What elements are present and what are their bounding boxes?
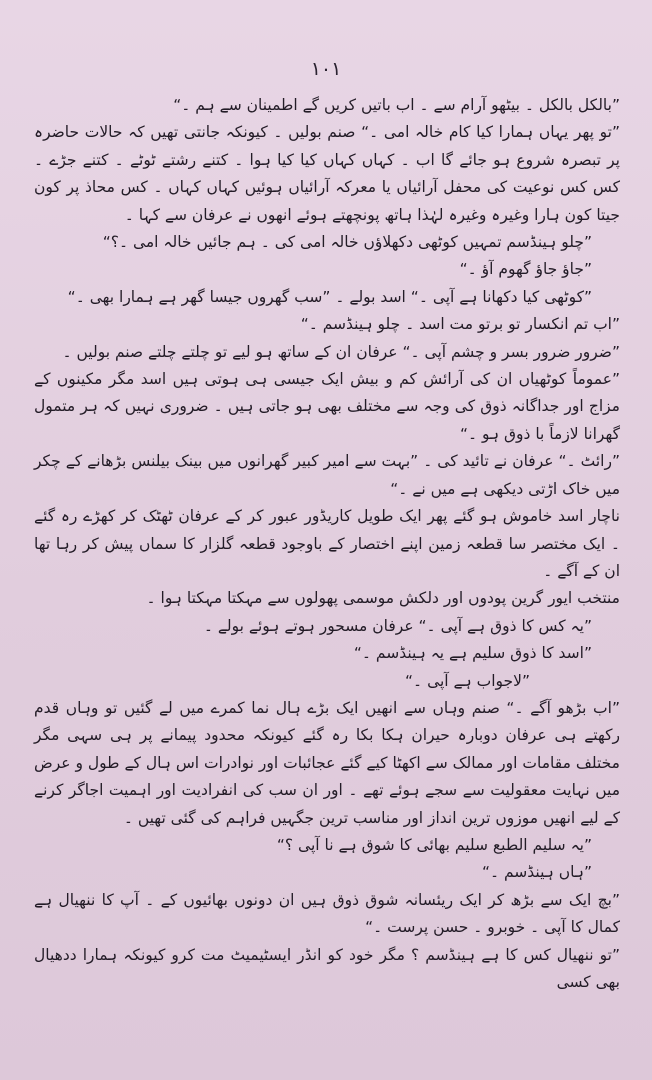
paragraph-17: ”ہاں ہینڈسم ۔“ [481, 863, 592, 882]
paragraph-5: ”کوٹھی کیا دکھانا ہے آپی ۔“ اسد بولے ۔ ”سب گھروں جیسا گھر ہے ہمارا بھی ۔“ [67, 287, 592, 306]
paragraph-7: ”ضرور ضرور بسر و چشم آپی ۔“ عرفان ان کے ساتھ ہو لیے تو چلتے چلتے صنم بولیں ۔ [62, 342, 620, 361]
page-number: ۱۰۱ [310, 58, 342, 80]
paragraph-15: ”اب بڑھو آگے ۔“ صنم وہاں سے انھیں ایک بڑے ہال نما کمرے میں لے گئیں تو وہاں قدم رکھتے ہی عرفان دوبارہ حیران ہکا بکا رہ گئے کیونکہ محدود پیمانے پر ہی سہی مگر مختلف مقامات اور ممالک سے اکھٹا کیے گئے عجائبات اور نوادرات اس ہال کے طول و عرض میں نہایت معقولیت سے سجے ہوئے تھے ۔ اور ان سب کی انفرادیت اور اہمیت اجاگر کرنے کے لیے انھیں موزوں ترین انداز اور مناسب ترین جگہیں فراہم کی گئی تھیں ۔ [34, 698, 620, 827]
paragraph-19: ”تو ننھیال کس کا ہے ہینڈسم ؟ مگر خود کو انڈر ایسٹیمیٹ مت کرو کیونکہ ہمارا ددھیال بھی کسی [34, 945, 620, 991]
paragraph-3: ”چلو ہینڈسم تمہیں کوٹھی دکھلاؤں خالہ امی کی ۔ ہم جائیں خالہ امی ۔؟“ [102, 233, 592, 252]
paragraph-9: ”رائٹ ۔“ عرفان نے تائید کی ۔ ”بہت سے امیر کبیر گھرانوں میں بینک بیلنس بڑھانے کے چکر میں خاک اڑتی دیکھی ہے میں نے ۔“ [34, 452, 620, 498]
paragraph-18: ”بچ ایک سے بڑھ کر ایک ریئسانہ شوق ذوق ہیں ان دونوں بھائیوں کے ۔ آپ کا ننھیال ہے کمال کا آپی ۔ خوبرو ۔ حسن پرست ۔“ [34, 890, 620, 937]
page-text-body [34, 92, 620, 996]
paragraph-12: ”یہ کس کا ذوق ہے آپی ۔“ عرفان مسحور ہوتے ہوئے بولے ۔ [203, 616, 592, 635]
paragraph-11: منتخب ایور گرین پودوں اور دلکش موسمی پھولوں سے مہکتا مہکتا ہوا ۔ [146, 589, 620, 608]
paragraph-13: ”اسد کا ذوق سلیم ہے یہ ہینڈسم ۔“ [353, 644, 592, 663]
paragraph-1: ”بالکل بالکل ۔ بیٹھو آرام سے ۔ اب باتیں کریں گے اطمینان سے ہم ۔“ [173, 96, 620, 114]
paragraph-6: ”اب تم انکسار تو برتو مت اسد ۔ چلو ہینڈسم ۔“ [300, 315, 620, 334]
paragraph-2: ”تو پھر یہاں ہمارا کیا کام خالہ امی ۔“ صنم بولیں ۔ کیونکہ جانتی تھیں کہ حالات حاضرہ پر تبصرہ شروع ہو جائے گا اب ۔ کہاں کہاں کیا کیا ہوا ۔ کتنے رشتے ٹوٹے ۔ کتنے جڑے ۔ کس کس نوعیت کی محفل آرائیاں یا معرکہ آرائیاں ہوئیں کہاں کہاں ۔ کس محاذ پر کون جیتا کون ہارا وغیرہ وغیرہ لہٰذا ہاتھ پونچھتے ہوئے انھوں نے عرفان سے کہا ۔ [34, 123, 620, 224]
paragraph-4: ”جاؤ جاؤ گھوم آؤ ۔“ [459, 260, 592, 279]
paragraph-16: ”یہ سلیم الطبع سلیم بھائی کا شوق ہے نا آپی ؟“ [276, 835, 592, 854]
paragraph-8: ”عموماً کوٹھیاں ان کی آرائش کم و بیش ایک جیسی ہی ہوتی ہیں اسد مگر مکینوں کے مزاج اور جداگانہ ذوق کی وجہ سے مختلف بھی ہو جاتی ہیں ۔ ضروری نہیں کہ ہر متمول گھرانا لازماً با ذوق ہو ۔“ [34, 370, 620, 443]
paragraph-10: ناچار اسد خاموش ہو گئے پھر ایک طویل کاریڈور عبور کر کے عرفان ٹھٹک کر کھڑے رہ گئے ۔ ایک مختصر سا قطعہ زمین اپنے اختصار کے باوجود قطعہ گلزار کا سماں پیش کر رہا تھا ان کے آگے ۔ [34, 507, 620, 580]
paragraph-14: ”لاجواب ہے آپی ۔“ [405, 671, 530, 690]
